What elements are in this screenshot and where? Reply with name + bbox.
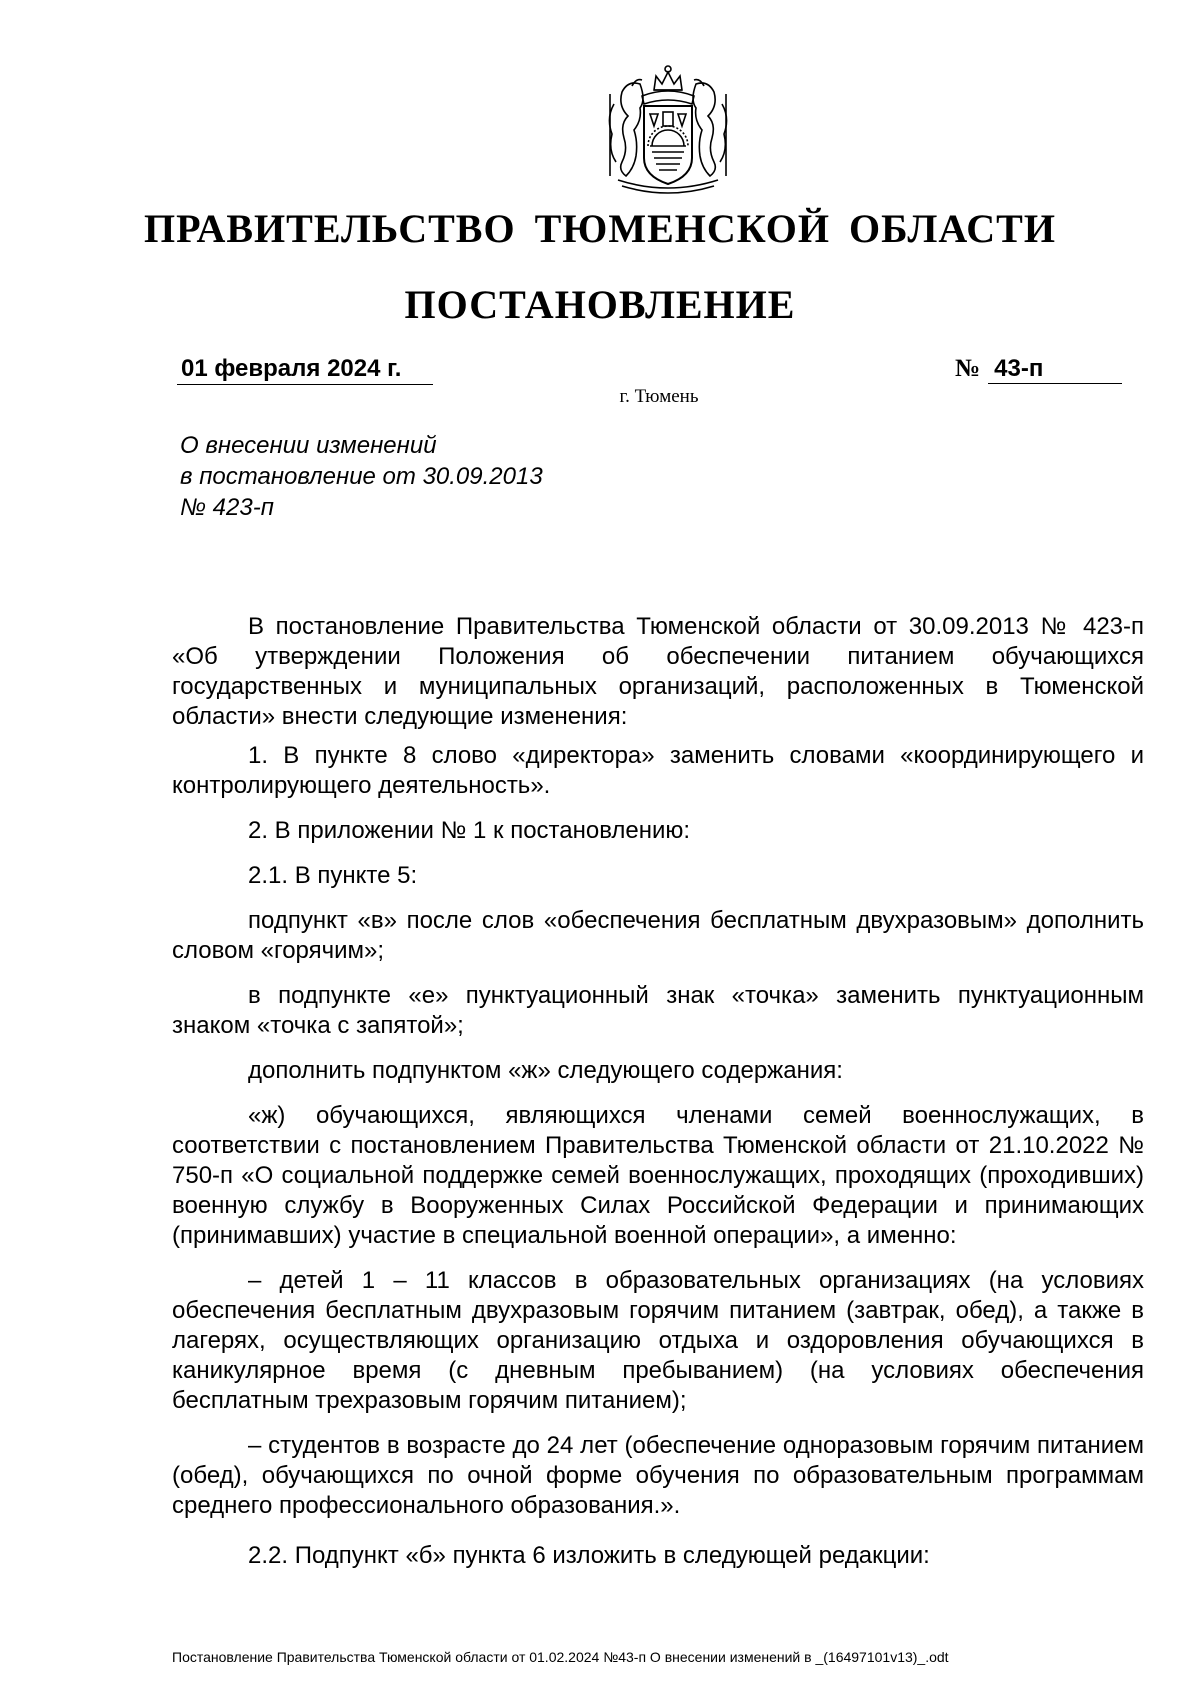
coat-of-arms-emblem <box>592 64 744 198</box>
document-type-heading: ПОСТАНОВЛЕНИЕ <box>404 282 796 327</box>
body-paragraph: в подпункте «е» пунктуационный знак «точка» заменить пунктуационным знаком «точка с запятой»; <box>172 982 1144 1039</box>
body-paragraph: – студентов в возрасте до 24 лет (обеспечение одноразовым горячим питанием (обед), обучающихся по очной форме обучения по образовательным программам среднего профессионального образования.». <box>172 1432 1144 1519</box>
body-paragraph: 2.1. В пункте 5: <box>248 862 418 889</box>
body-paragraph: В постановление Правительства Тюменской области от 30.09.2013 № 423-п «Об утверждении Положения об обеспечении питанием обучающихся государственных и муниципальных организаций, расположенных в Тюменской области» внести следующие изменения: <box>172 613 1144 730</box>
document-subject <box>180 430 680 523</box>
subject-line: в постановление от 30.09.2013 <box>180 463 543 490</box>
document-body <box>172 612 1144 1586</box>
number-sign: № <box>955 355 981 382</box>
subject-line: О внесении изменений <box>180 432 437 459</box>
organization-title: ПРАВИТЕЛЬСТВО ТЮМЕНСКОЙ ОБЛАСТИ <box>144 206 1056 251</box>
body-paragraph: 2.2. Подпункт «б» пункта 6 изложить в следующей редакции: <box>248 1542 930 1569</box>
body-paragraph: подпункт «в» после слов «обеспечения бесплатным двухразовым» дополнить словом «горячим»; <box>172 907 1144 964</box>
body-paragraph: 1. В пункте 8 слово «директора» заменить словами «координирующего и контролирующего деятельность». <box>172 742 1144 799</box>
document-number: 43-п <box>988 355 1122 384</box>
document-number-line <box>955 355 1135 385</box>
body-paragraph: 2. В приложении № 1 к постановлению: <box>248 817 691 844</box>
document-footer: Постановление Правительства Тюменской области от 01.02.2024 №43-п О внесении изменений в _(16497101v13)_.odt <box>172 1649 949 1665</box>
document-city: г. Тюмень <box>619 386 699 407</box>
body-paragraph: дополнить подпунктом «ж» следующего содержания: <box>248 1057 843 1084</box>
body-paragraph: – детей 1 – 11 классов в образовательных организациях (на условиях обеспечения бесплатным двухразовым горячим питанием (завтрак, обед), а также в лагерях, осуществляющих организацию отдыха и оздоровления обучающихся в каникулярное время (с дневным пребыванием) (на условиях обеспечения бесплатным трехразовым горячим питанием); <box>172 1267 1144 1414</box>
document-date: 01 февраля 2024 г. <box>177 355 433 385</box>
subject-line: № 423-п <box>180 494 274 521</box>
body-paragraph: «ж) обучающихся, являющихся членами семей военнослужащих, в соответствии с постановлением Правительства Тюменской области от 21.10.2022 № 750-п «О социальной поддержке семей военнослужащих, проходящих (проходивших) военную службу в Вооруженных Силах Российской Федерации и принимающих (принимавших) участие в специальной военной операции», а именно: <box>172 1102 1144 1249</box>
